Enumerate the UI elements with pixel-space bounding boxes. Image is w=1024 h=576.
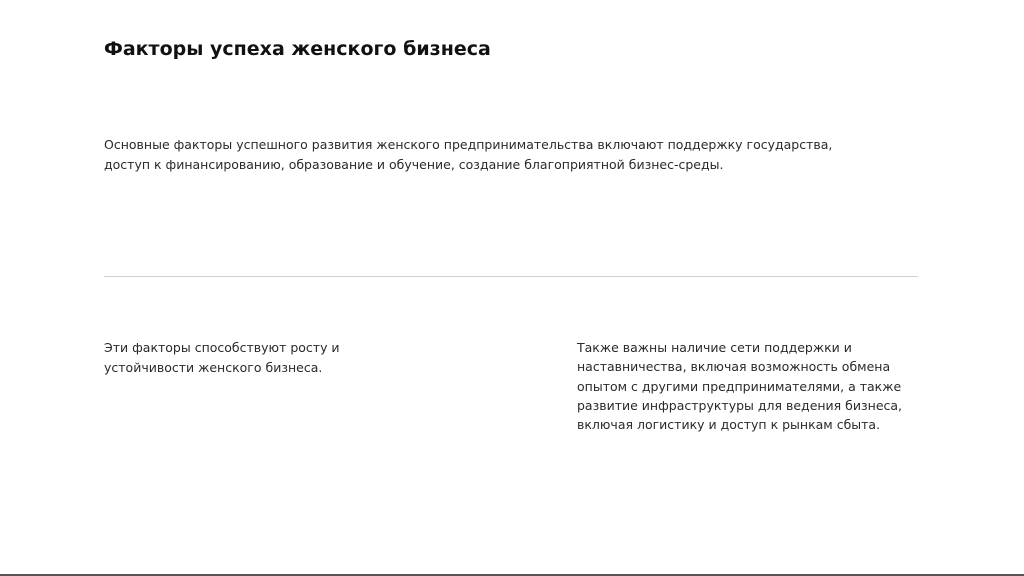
intro-paragraph: Основные факторы успешного развития женского предпринимательства включают поддержку государства, доступ к финансированию, образование и обучение, создание благоприятной бизнес-среды. (104, 137, 833, 172)
right-column-text: Также важны наличие сети поддержки и наставничества, включая возможность обмена опытом с другими предпринимателями, а также развитие инфраструктуры для ведения бизнеса, включая логистику и доступ к рынкам сбыта. (577, 340, 903, 433)
slide-title: Факторы успеха женского бизнеса (104, 38, 491, 60)
left-column-text: Эти факторы способствуют росту и устойчивости женского бизнеса. (104, 340, 340, 375)
section-divider (104, 276, 918, 277)
